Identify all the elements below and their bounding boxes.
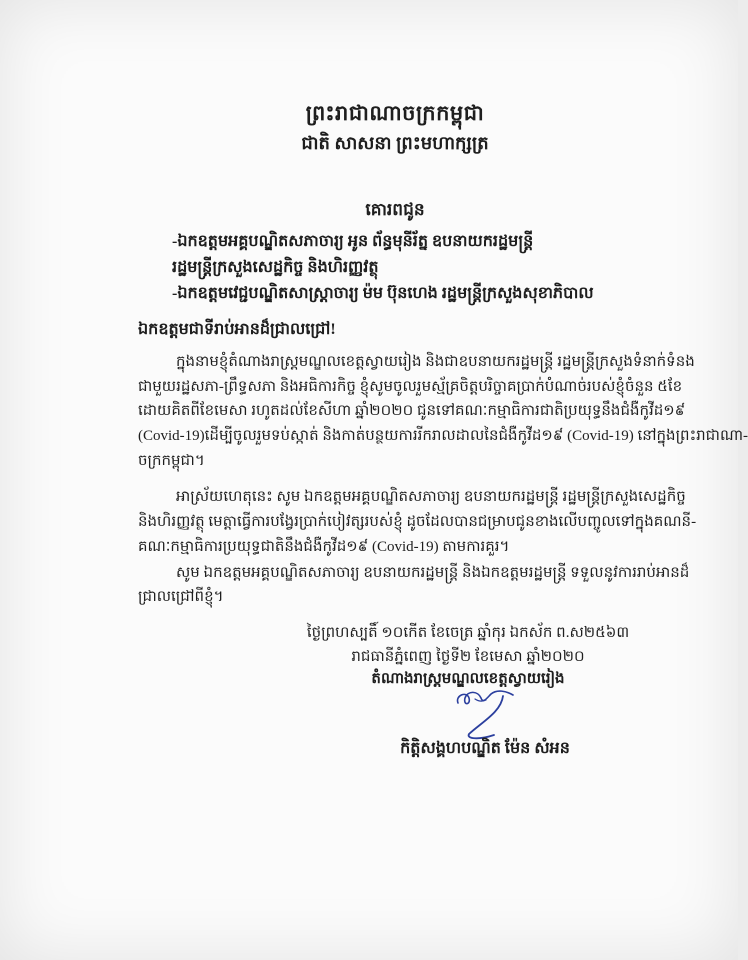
body-line: ជ្រាលជ្រៅពីខ្ញុំ។ — [138, 589, 224, 605]
lunar-date: ថ្ងៃព្រហស្បតិ៍ ១០កើត ខែចេត្រ ឆ្នាំកុរ ឯកស័ក ព.ស២៥៦៣ — [306, 625, 630, 641]
body-line: សូម ឯកឧត្តមអគ្គបណ្ឌិតសភាចារ្យ ឧបនាយករដ្ឋមន្ត្រី និងឯកឧត្តមរដ្ឋមន្ត្រី ទទួលនូវការរាប់អានដ៏ — [176, 565, 690, 581]
addressee-title: គោរពជូន — [365, 200, 425, 219]
recipient-line: -ឯកឧត្តមអគ្គបណ្ឌិតសភាចារ្យ អូន ព័ន្ធមុនីរ័ត្ន ឧបនាយករដ្ឋមន្ត្រី — [172, 233, 534, 250]
header-kingdom: ព្រះរាជាណាចក្រកម្ពុជា — [305, 101, 485, 125]
body-line: (Covid-19)ដើម្បីចូលរួមទប់ស្កាត់ និងកាត់បន្ថយការរីករាលដាលនៃជំងឺកូវីដ១៩ (Covid-19) នៅក្នុងព្រះរាជាណា- — [138, 428, 748, 444]
recipient-line: -ឯកឧត្តមវេជ្ជបណ្ឌិតសាស្ត្រាចារ្យ ម៉ម ប៊ុនហេង រដ្ឋមន្ត្រីក្រសួងសុខាភិបាល — [172, 285, 594, 302]
body-line: ក្នុងនាមខ្ញុំតំណាងរាស្ត្រមណ្ឌលខេត្តស្វាយរៀង និងជាឧបនាយករដ្ឋមន្ត្រី រដ្ឋមន្ត្រីក្រសួងទំនាក់ទំនង — [176, 354, 695, 370]
body-line: គណៈកម្មាធិការប្រយុទ្ធជាតិនឹងជំងឺកូវីដ១៩ (Covid-19) តាមការគួរ។ — [138, 539, 510, 555]
signatory-position: តំណាងរាស្ត្រមណ្ឌលខេត្តស្វាយរៀង — [371, 671, 565, 687]
header-motto: ជាតិ សាសនា ព្រះមហាក្សត្រ — [301, 133, 489, 153]
body-line: អាស្រ័យហេតុនេះ សូម ឯកឧត្តមអគ្គបណ្ឌិតសភាចារ្យ ឧបនាយករដ្ឋមន្ត្រី រដ្ឋមន្ត្រីក្រសួងសេដ្ឋកិច្ច — [176, 489, 686, 505]
salutation: ឯកឧត្តមជាទីរាប់អានដ៏ជ្រាលជ្រៅ! — [138, 321, 336, 338]
body-line: និងហិរញ្ញវត្ថុ មេត្តាធ្វើការបង្វែរប្រាក់បៀវត្សរបស់ខ្ញុំ ដូចដែលបានជម្រាបជូនខាងលើបញ្ចូលទៅក្នុងគណនី- — [138, 514, 697, 530]
recipient-line: រដ្ឋមន្ត្រីក្រសួងសេដ្ឋកិច្ច និងហិរញ្ញវត្ថុ — [172, 259, 379, 276]
body-line: ចក្រកម្ពុជា។ — [138, 453, 205, 469]
body-line: ដោយគិតពីខែមេសា រហូតដល់ខែសីហា ឆ្នាំ២០២០ ជូនទៅគណៈកម្មាធិការជាតិប្រយុទ្ធនឹងជំងឺកូវីដ១៩ — [138, 403, 686, 419]
body-line: ជាមួយរដ្ឋសភា-ព្រឹទ្ធសភា និងអធិការកិច្ច ខ្ញុំសូមចូលរួមស្ម័គ្រចិត្តបរិច្ចាគប្រាក់បំណាច់របស់ខ្ញុំចំនួន ៥ខែ — [138, 379, 683, 395]
signature-mark — [440, 683, 530, 745]
place-date: រាជធានីភ្នំពេញ ថ្ងៃទី២ ខែមេសា ឆ្នាំ២០២០ — [351, 649, 585, 665]
signatory-name: កិត្តិសង្គហបណ្ឌិត ម៉ែន សំអន — [400, 740, 570, 757]
